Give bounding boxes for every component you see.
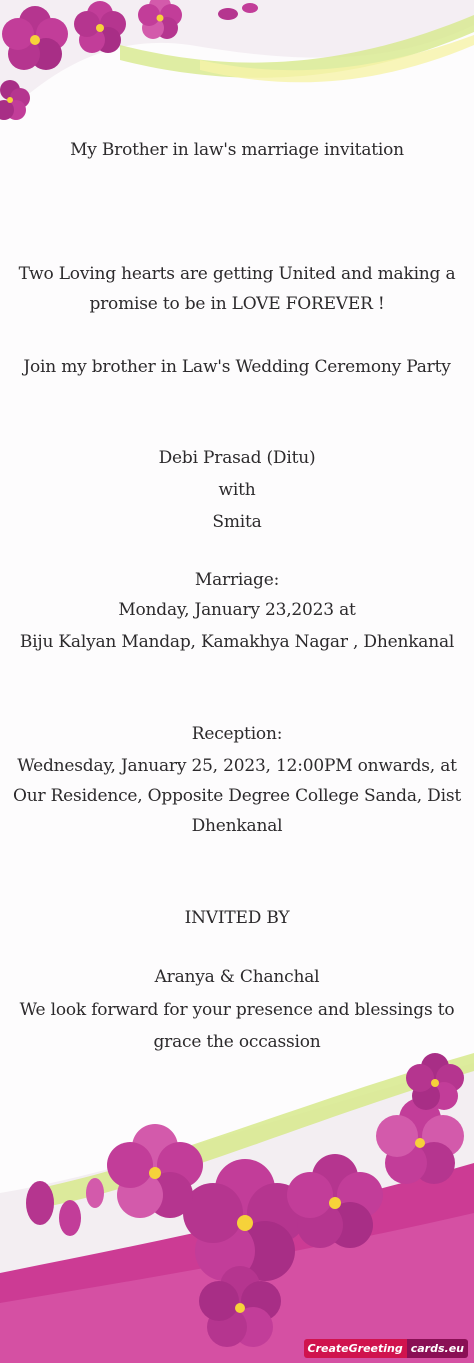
invited-by-label: INVITED BY — [184, 908, 290, 928]
reception-label: Reception: — [191, 724, 283, 744]
join-line: Join my brother in Law's Wedding Ceremony Party — [23, 357, 451, 377]
branding-logo[interactable] — [304, 1337, 468, 1359]
intro-line-1: Two Loving hearts are getting United and making a — [18, 264, 456, 284]
bottom-floral-decoration — [0, 1043, 474, 1363]
branding-part-1: CreateGreeting — [304, 1339, 407, 1358]
branding-part-2: cards.eu — [407, 1339, 468, 1358]
intro-line-2: promise to be in LOVE FOREVER ! — [89, 294, 385, 314]
bride-name: Smita — [212, 512, 262, 532]
reception-line-1: Wednesday, January 25, 2023, 12:00PM onwards, at — [17, 756, 457, 776]
top-floral-decoration — [0, 0, 474, 150]
reception-line-2: Our Residence, Opposite Degree College Sanda, Dist — [12, 786, 462, 806]
marriage-venue: Biju Kalyan Mandap, Kamakhya Nagar , Dhenkanal — [19, 632, 455, 652]
hosts-names: Aranya & Chanchal — [154, 967, 320, 987]
marriage-date: Monday, January 23,2023 at — [118, 600, 356, 620]
flower-icon — [107, 1124, 203, 1218]
invitation-title: My Brother in law's marriage invitation — [70, 140, 404, 160]
with-text: with — [218, 480, 256, 500]
closing-line-1: We look forward for your presence and blessings to — [19, 1000, 455, 1020]
groom-name: Debi Prasad (Ditu) — [158, 448, 316, 468]
reception-line-3: Dhenkanal — [191, 816, 283, 836]
marriage-label: Marriage: — [194, 570, 280, 590]
flower-icon — [138, 0, 182, 39]
closing-line-2: grace the occassion — [153, 1032, 321, 1052]
